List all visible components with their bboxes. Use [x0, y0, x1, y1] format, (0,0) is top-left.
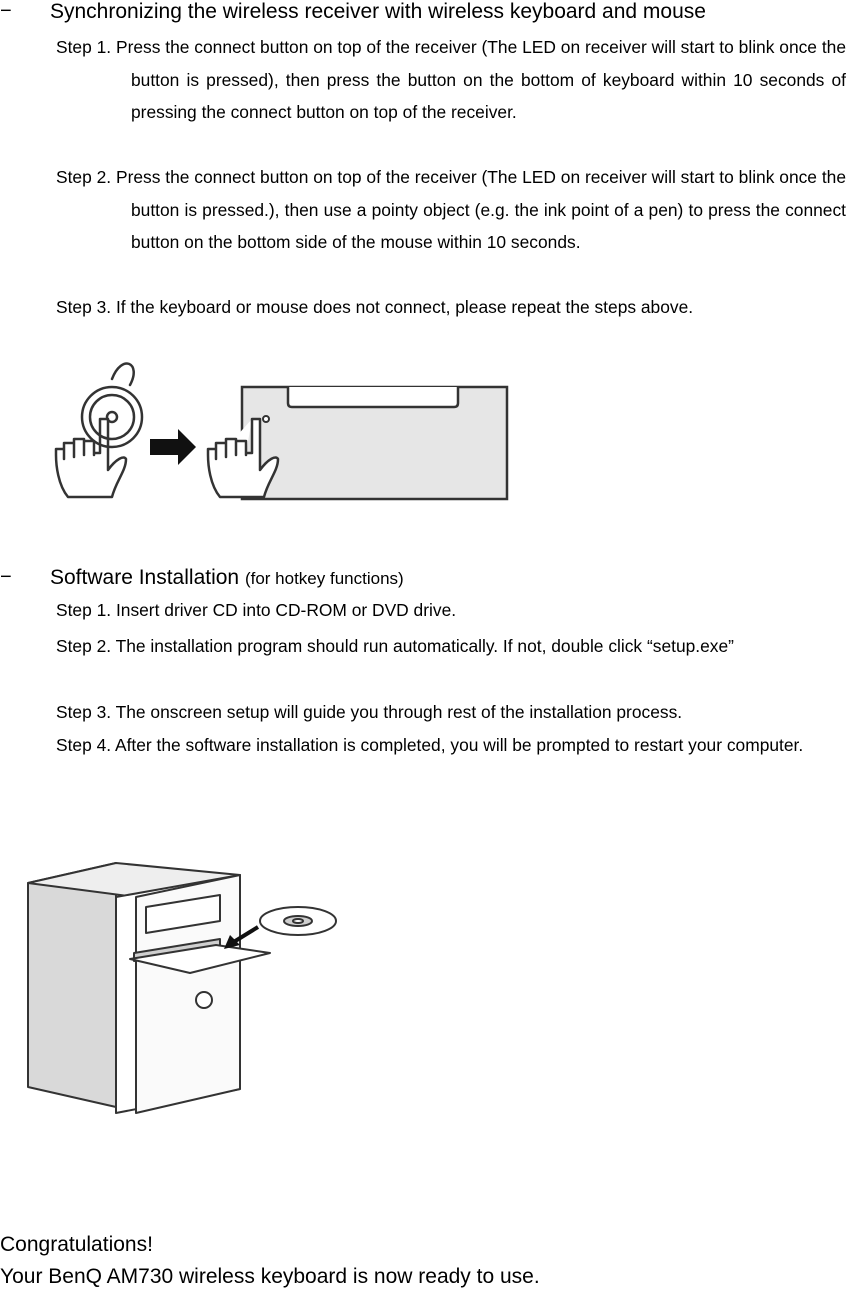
- sync-section-title: Synchronizing the wireless receiver with wireless keyboard and mouse: [50, 0, 706, 23]
- hand-icon-left: [56, 419, 126, 497]
- congratulations-heading: Congratulations!: [0, 1233, 153, 1256]
- software-section-title: [50, 566, 404, 590]
- sync-bullet: −: [0, 0, 12, 22]
- ready-message: Your BenQ AM730 wireless keyboard is now ready to use.: [0, 1265, 540, 1288]
- sync-step-3: Step 3. If the keyboard or mouse does not connect, please repeat the steps above.: [56, 297, 694, 317]
- software-bullet: −: [0, 566, 12, 588]
- software-step-1: Step 1. Insert driver CD into CD-ROM or DVD drive.: [56, 600, 457, 620]
- keyboard-icon: [242, 387, 507, 499]
- sync-step-2: Step 2. Press the connect button on top of the receiver (The LED on receiver will start to blink once the button is pressed.), then use a pointy object (e.g. the ink point of a pen) to press the connect button on the bottom side of the mouse within 10 seconds.: [56, 167, 846, 252]
- pairing-illustration: [50, 355, 510, 505]
- cd-install-illustration: [20, 855, 340, 1117]
- receiver-icon: [82, 364, 142, 447]
- cd-disc-icon: [260, 907, 336, 935]
- software-step-4: Step 4. After the software installation is completed, you will be prompted to restart your computer.: [56, 735, 804, 755]
- software-title-text: Software Installation: [50, 566, 240, 589]
- software-step-3: Step 3. The onscreen setup will guide you through rest of the installation process.: [56, 702, 683, 722]
- sync-step-1: Step 1. Press the connect button on top of the receiver (The LED on receiver will start to blink once the button is pressed), then press the button on the bottom of keyboard within 10 seconds of pressing the connect button on top of the receiver.: [56, 37, 846, 122]
- right-arrow-icon: [150, 429, 196, 465]
- software-step-2: Step 2. The installation program should run automatically. If not, double click “setup.exe”: [56, 636, 734, 656]
- software-subtitle: (for hotkey functions): [244, 569, 404, 588]
